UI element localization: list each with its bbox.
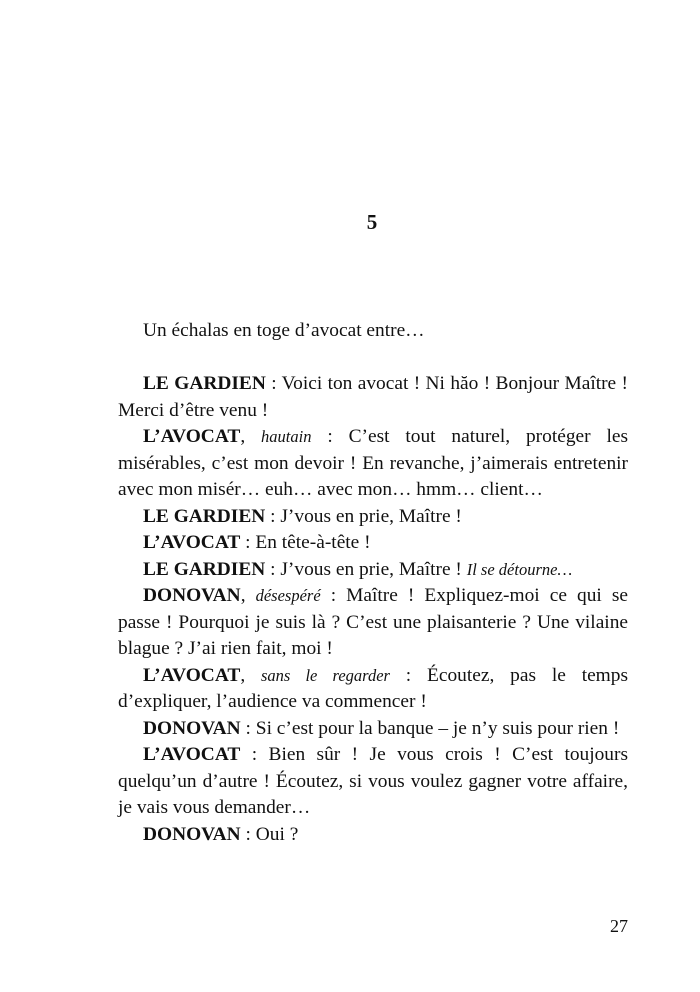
dialogue-line xyxy=(118,557,628,584)
separator: : xyxy=(320,585,347,606)
speaker-name: L’AVOCAT xyxy=(143,426,241,447)
speaker-name: DONOVAN xyxy=(143,717,241,739)
line-text: En tête-à-tête ! xyxy=(255,532,371,553)
separator: : xyxy=(265,373,282,394)
separator: : xyxy=(389,664,428,686)
separator: : xyxy=(240,823,256,845)
stage-direction-intro: Un échalas en toge d’avocat entre… xyxy=(143,320,425,341)
line-text: J’vous en prie, Maître ! xyxy=(280,505,462,527)
stage-direction: hautain xyxy=(261,427,312,446)
page-number: 27 xyxy=(610,916,628,936)
stage-direction: désespéré xyxy=(255,586,321,605)
speaker-name: L’AVOCAT xyxy=(143,664,241,686)
line-text: Écoutez, pas le temps d’expliquer, l’audience va commencer ! xyxy=(118,664,629,712)
dialogue-line xyxy=(118,742,628,822)
line-text: Oui ? xyxy=(255,823,299,845)
play-text xyxy=(118,318,628,848)
speaker-name: L’AVOCAT xyxy=(143,744,241,765)
dialogue-line: L’AVOCAT, hautain : C’est tout naturel, protéger les misérables, c’est mon devoir ! En revanche, j’aimerais entretenir avec mon misér… euh… avec mon… hmm… client… xyxy=(118,426,628,500)
dialogue-line xyxy=(118,371,628,424)
chapter-number: 5 xyxy=(366,210,378,234)
line-text: Voici ton avocat ! Ni hăo ! Bonjour Maître ! Merci d’être venu ! xyxy=(118,373,628,421)
separator: : xyxy=(311,426,349,447)
separator: : xyxy=(240,744,269,765)
dialogue xyxy=(118,371,628,848)
line-text: Si c’est pour la banque – je n’y suis pour rien ! xyxy=(255,717,620,739)
separator: : xyxy=(240,532,256,553)
speaker-name: LE GARDIEN xyxy=(143,373,266,394)
trailing-stage-direction: Il se détourne… xyxy=(466,559,573,579)
separator: : xyxy=(265,505,281,527)
separator: : xyxy=(265,558,281,580)
line-text: Bien sûr ! Je vous crois ! C’est toujours quelqu’un d’autre ! Écoutez, si vous voulez gagner votre affaire, je vais vous demander… xyxy=(118,744,629,818)
line-text: C’est tout naturel, protéger les misérables, c’est mon devoir ! En revanche, j’aimerais entretenir avec mon misér… euh… avec mon… hmm… client… xyxy=(118,426,628,500)
dialogue-line xyxy=(118,716,628,743)
speaker-name: LE GARDIEN xyxy=(143,558,266,580)
stage-direction: sans le regarder xyxy=(261,665,390,685)
dialogue-line: DONOVAN, désespéré : Maître ! Expliquez-moi ce qui se passe ! Pourquoi je suis là ? C’est une plaisanterie ? Une vilaine blague ? J’ai rien fait, moi ! xyxy=(118,585,628,659)
line-text: J’vous en prie, Maître ! xyxy=(280,558,467,580)
dialogue-line xyxy=(118,504,628,531)
line-text: Maître ! Expliquez-moi ce qui se passe ! Pourquoi je suis là ? C’est une plaisanterie ? Une vilaine blague ? J’ai rien fait, moi ! xyxy=(118,585,628,659)
speaker-name: L’AVOCAT xyxy=(143,532,241,553)
dialogue-line xyxy=(118,530,628,557)
speaker-name: LE GARDIEN xyxy=(143,505,266,527)
speaker-name: DONOVAN xyxy=(143,585,241,606)
dialogue-line: L’AVOCAT, sans le regarder : Écoutez, pas le temps d’expliquer, l’audience va commencer ! xyxy=(118,664,629,712)
dialogue-line xyxy=(118,822,628,849)
speaker-name: DONOVAN xyxy=(143,823,241,845)
separator: : xyxy=(240,717,256,739)
